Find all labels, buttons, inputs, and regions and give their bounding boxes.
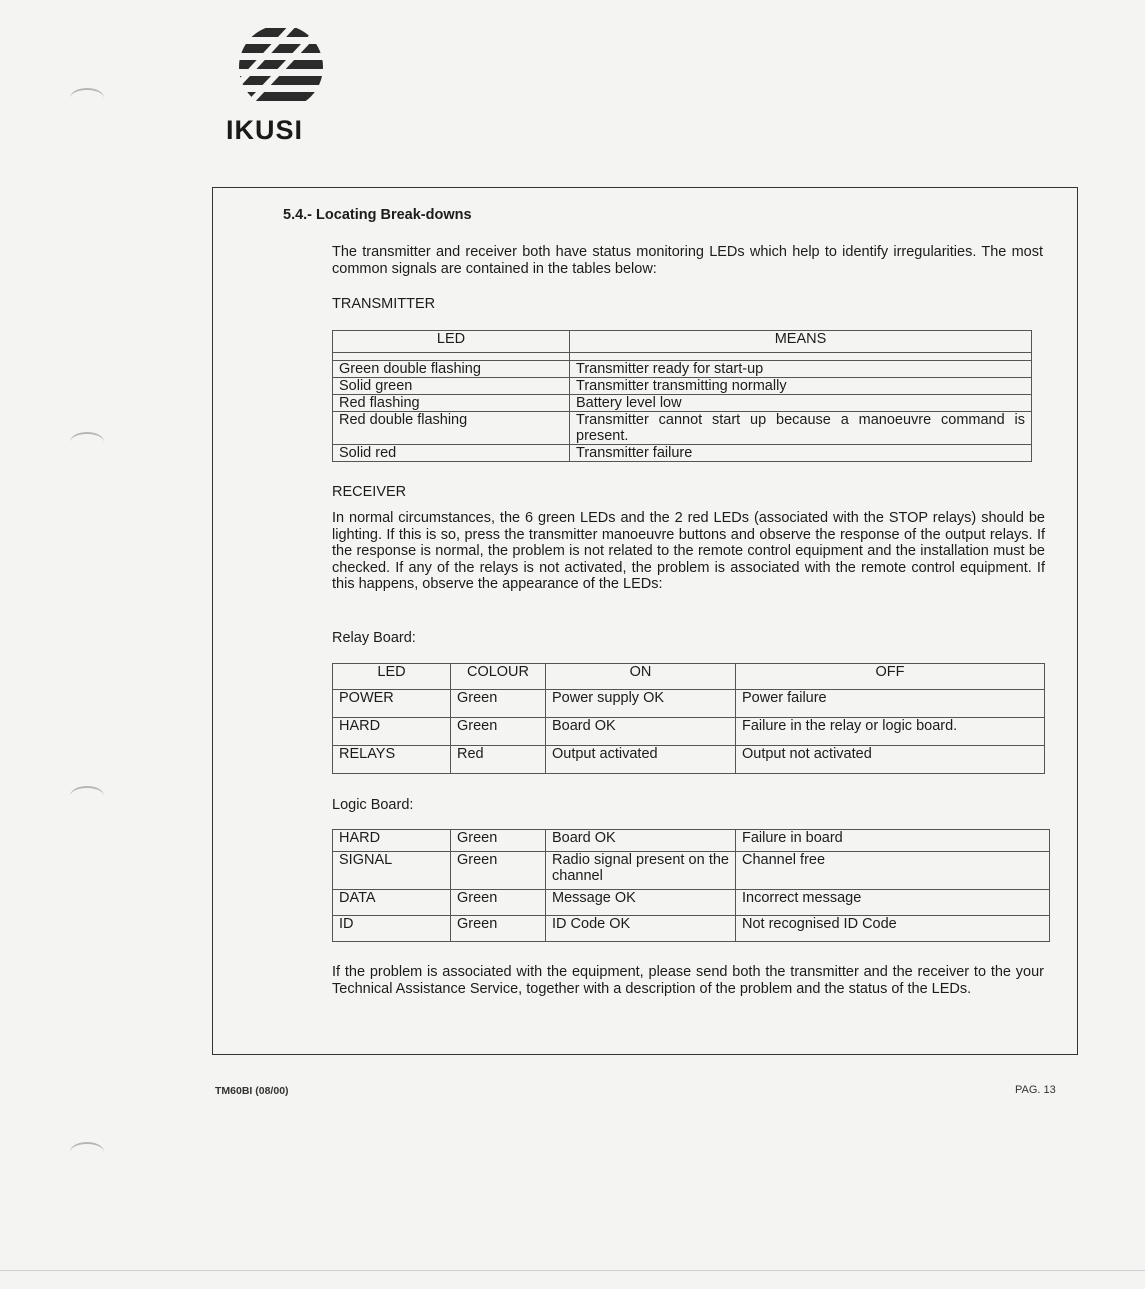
off-cell: Power failure	[736, 690, 1045, 718]
led-cell: HARD	[333, 718, 451, 746]
led-cell: RELAYS	[333, 746, 451, 774]
table-header-row	[333, 331, 1032, 353]
means-cell: Transmitter ready for start-up	[570, 361, 1032, 378]
binder-hole-mark	[70, 786, 104, 806]
table-row	[333, 690, 1045, 718]
header-cell: ON	[546, 664, 736, 690]
off-cell: Channel free	[736, 852, 1050, 890]
on-cell: Radio signal present on the channel	[546, 852, 736, 890]
relay-board-table	[332, 663, 1045, 774]
colour-cell: Green	[451, 690, 546, 718]
table-row	[333, 746, 1045, 774]
led-cell: SIGNAL	[333, 852, 451, 890]
off-cell: Output not activated	[736, 746, 1045, 774]
page-number: PAG. 13	[1015, 1084, 1056, 1096]
colour-cell: Green	[451, 830, 546, 852]
off-cell: Failure in the relay or logic board.	[736, 718, 1045, 746]
spacer-cell	[333, 353, 570, 361]
header-cell: MEANS	[570, 331, 1032, 353]
colour-cell: Green	[451, 890, 546, 916]
on-cell: Output activated	[546, 746, 736, 774]
led-cell: HARD	[333, 830, 451, 852]
on-cell: Board OK	[546, 830, 736, 852]
scan-edge-line	[0, 1270, 1145, 1271]
table-row	[333, 378, 1032, 395]
table-row	[333, 395, 1032, 412]
colour-cell: Green	[451, 916, 546, 942]
header-cell: COLOUR	[451, 664, 546, 690]
on-cell: Power supply OK	[546, 690, 736, 718]
led-cell: Green double flashing	[333, 361, 570, 378]
on-cell: Board OK	[546, 718, 736, 746]
table-row	[333, 830, 1050, 852]
spacer-cell	[570, 353, 1032, 361]
means-cell: Transmitter transmitting normally	[570, 378, 1032, 395]
table-header-row	[333, 664, 1045, 690]
table-row	[333, 361, 1032, 378]
intro-paragraph: The transmitter and receiver both have status monitoring LEDs which help to identify irregularities. The most common signals are contained in the tables below:	[332, 244, 1043, 277]
means-cell: Battery level low	[570, 395, 1032, 412]
led-cell: ID	[333, 916, 451, 942]
logic-board-table	[332, 829, 1050, 942]
colour-cell: Red	[451, 746, 546, 774]
receiver-paragraph: In normal circumstances, the 6 green LEDs and the 2 red LEDs (associated with the STOP relays) should be lighting. If this is so, press the transmitter manoeuvre buttons and observe the response of the output relays. If the response is normal, the problem is not related to the remote control equipment and the installation must be checked. If any of the relays is not activated, the problem is associated with the remote control equipment. If this happens, observe the appearance of the LEDs:	[332, 510, 1045, 592]
colour-cell: Green	[451, 852, 546, 890]
means-cell: Transmitter cannot start up because a manoeuvre command is present.	[570, 412, 1032, 445]
transmitter-label: TRANSMITTER	[332, 296, 436, 312]
closing-paragraph: If the problem is associated with the equipment, please send both the transmitter and the receiver to the your Technical Assistance Service, together with a description of the problem and the status of the LEDs.	[332, 964, 1044, 997]
on-cell: Message OK	[546, 890, 736, 916]
led-cell: Solid red	[333, 445, 570, 462]
header-cell: LED	[333, 331, 570, 353]
led-cell: DATA	[333, 890, 451, 916]
ikusi-logo	[226, 22, 346, 145]
table-row	[333, 718, 1045, 746]
led-cell: Red double flashing	[333, 412, 570, 445]
table-row	[333, 412, 1032, 445]
document-code: TM60BI (08/00)	[215, 1085, 289, 1097]
off-cell: Failure in board	[736, 830, 1050, 852]
led-cell: Red flashing	[333, 395, 570, 412]
means-cell: Transmitter failure	[570, 445, 1032, 462]
table-row	[333, 916, 1050, 942]
header-cell: LED	[333, 664, 451, 690]
header-cell: OFF	[736, 664, 1045, 690]
table-row	[333, 445, 1032, 462]
led-cell: POWER	[333, 690, 451, 718]
ikusi-logo-mark	[226, 22, 336, 112]
table-row	[333, 890, 1050, 916]
led-cell: Solid green	[333, 378, 570, 395]
logic-board-label: Logic Board:	[332, 797, 414, 813]
receiver-label: RECEIVER	[332, 484, 407, 500]
binder-hole-mark	[70, 1142, 104, 1162]
off-cell: Not recognised ID Code	[736, 916, 1050, 942]
off-cell: Incorrect message	[736, 890, 1050, 916]
on-cell: ID Code OK	[546, 916, 736, 942]
relay-board-label: Relay Board:	[332, 630, 416, 646]
transmitter-table	[332, 330, 1032, 462]
colour-cell: Green	[451, 718, 546, 746]
section-title: 5.4.- Locating Break-downs	[283, 207, 472, 223]
table-row	[333, 852, 1050, 890]
brand-wordmark: IKUSI	[226, 115, 304, 145]
binder-hole-mark	[70, 432, 104, 452]
binder-hole-mark	[70, 88, 104, 108]
